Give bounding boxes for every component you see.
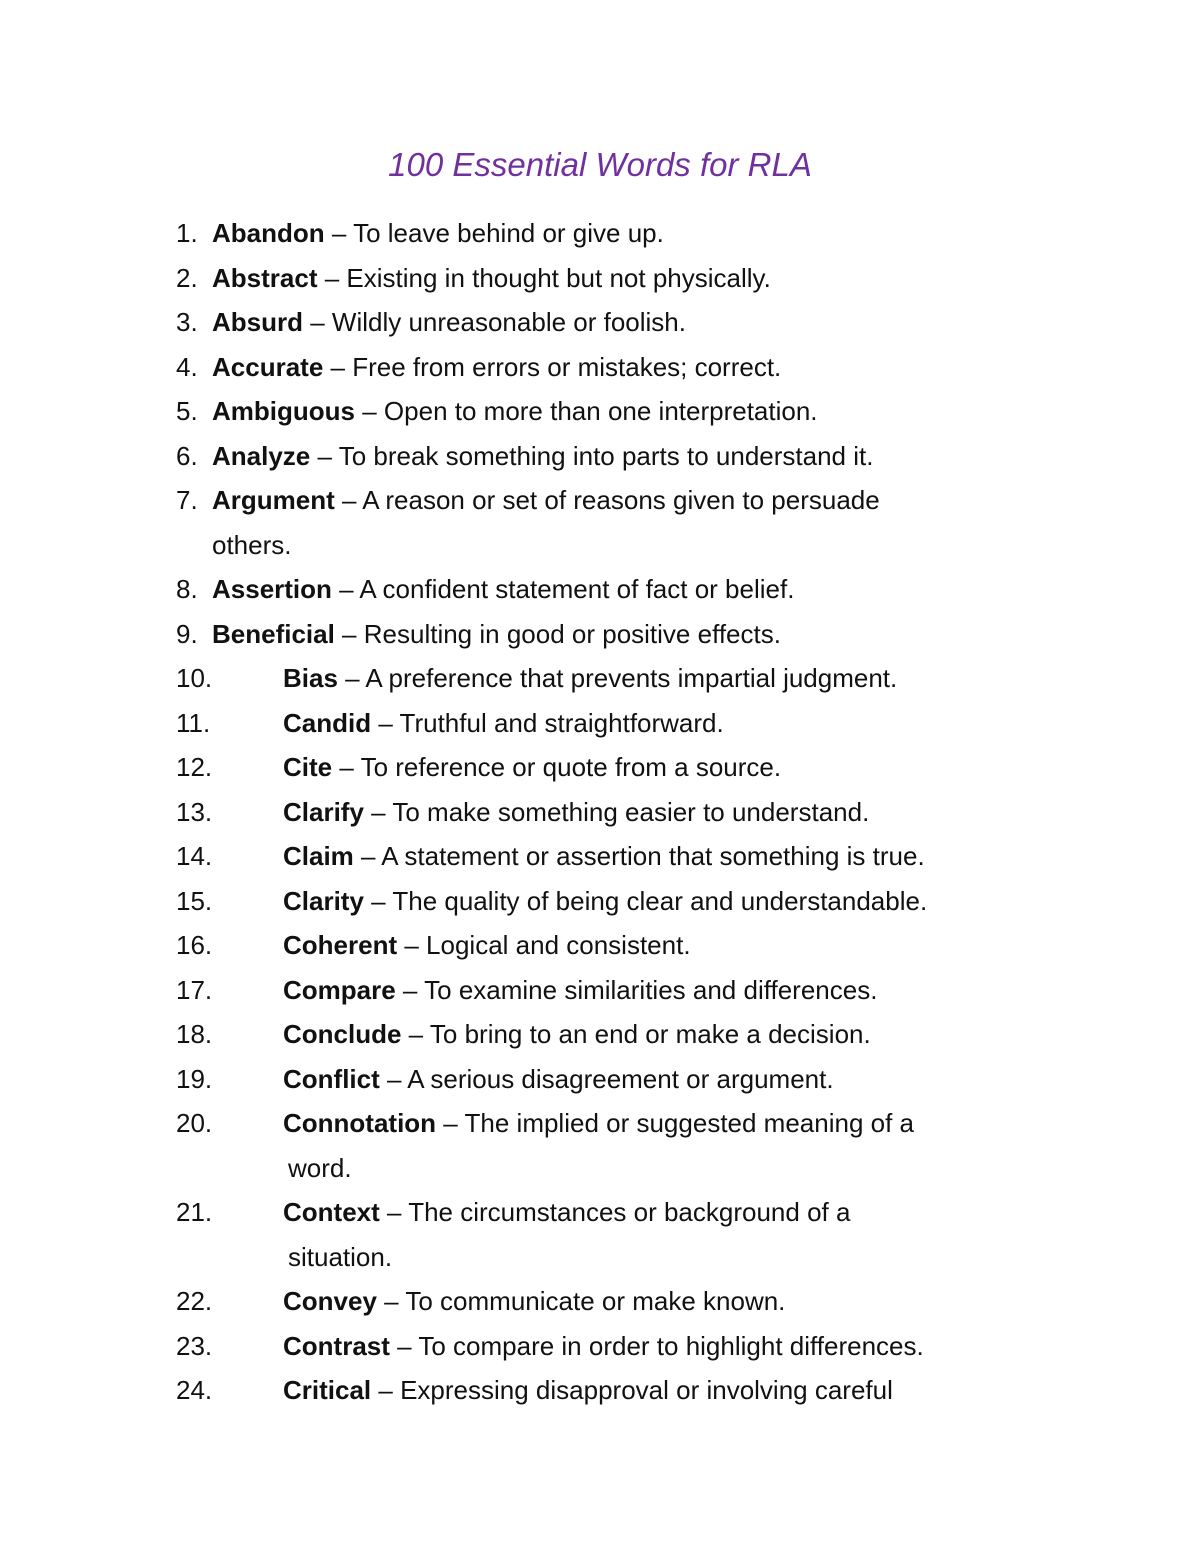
- item-definition: Open to more than one interpretation.: [383, 396, 818, 426]
- item-number: 8.: [176, 574, 198, 604]
- list-item: [176, 1057, 1076, 1102]
- item-body: [176, 1190, 1076, 1279]
- item-term: Beneficial: [212, 618, 335, 649]
- item-line: [283, 1101, 1076, 1146]
- item-separator: –: [337, 663, 366, 693]
- item-line: [283, 923, 1076, 968]
- item-term: Compare: [283, 974, 396, 1005]
- item-separator: –: [331, 574, 360, 604]
- item-separator: –: [401, 1019, 430, 1049]
- item-number: 9.: [176, 618, 198, 649]
- item-number: 20.: [176, 1108, 213, 1138]
- item-line: [212, 256, 1076, 301]
- item-separator: –: [379, 1197, 409, 1227]
- item-separator: –: [389, 1330, 419, 1361]
- item-body: [176, 300, 1076, 345]
- item-term: Abstract: [212, 262, 318, 293]
- item-line: [283, 745, 1076, 790]
- list-item: [176, 656, 1076, 701]
- list-item: [176, 923, 1076, 968]
- item-definition: situation.: [288, 1241, 393, 1272]
- item-body: [176, 567, 1076, 612]
- list-item: [176, 834, 1076, 879]
- item-separator: –: [371, 1375, 401, 1405]
- item-line: [283, 790, 1076, 835]
- item-number: 17.: [176, 974, 213, 1005]
- item-line: [283, 879, 1076, 924]
- list-item: [176, 701, 1076, 746]
- list-item: [176, 434, 1076, 479]
- item-number: 6.: [176, 440, 198, 471]
- item-body: [176, 968, 1076, 1013]
- item-separator: –: [376, 1286, 406, 1316]
- item-line: [212, 345, 1076, 390]
- item-term: Ambiguous: [212, 396, 355, 426]
- item-definition: Logical and consistent.: [426, 930, 691, 960]
- item-term: Connotation: [283, 1108, 437, 1138]
- item-term: Critical: [283, 1375, 372, 1405]
- item-line: [212, 478, 1076, 523]
- item-term: Accurate: [212, 351, 324, 382]
- item-line: [212, 434, 1076, 479]
- item-body: [176, 389, 1076, 434]
- item-term: Conflict: [283, 1063, 380, 1094]
- item-term: Candid: [283, 707, 372, 738]
- item-separator: –: [334, 485, 363, 515]
- item-definition: The quality of being clear and understandable.: [392, 885, 928, 916]
- item-line: [212, 612, 1076, 657]
- item-term: Cite: [283, 752, 333, 782]
- list-item: [176, 1368, 1076, 1413]
- item-term: Clarify: [283, 796, 364, 827]
- item-term: Conclude: [283, 1019, 402, 1049]
- item-line: [283, 1012, 1076, 1057]
- item-term: Coherent: [283, 930, 398, 960]
- item-number: 11.: [176, 707, 211, 738]
- item-separator: –: [334, 618, 364, 649]
- item-definition: Truthful and straightforward.: [399, 707, 724, 738]
- list-item: [176, 256, 1076, 301]
- item-number: 12.: [176, 752, 213, 782]
- item-number: 2.: [176, 262, 198, 293]
- item-separator: –: [397, 930, 427, 960]
- item-body: [176, 434, 1076, 479]
- item-number: 21.: [176, 1197, 213, 1227]
- list-item: [176, 879, 1076, 924]
- item-definition: To compare in order to highlight differences.: [418, 1330, 924, 1361]
- item-line: [212, 300, 1076, 345]
- item-definition: word.: [288, 1152, 352, 1183]
- item-number: 15.: [176, 885, 213, 916]
- item-body: [176, 211, 1076, 256]
- list-item: [176, 1190, 1076, 1279]
- item-number: 16.: [176, 930, 213, 960]
- item-term: Clarity: [283, 885, 364, 916]
- list-item: [176, 1324, 1076, 1369]
- item-line: [283, 834, 1076, 879]
- item-term: Abandon: [212, 218, 325, 248]
- item-separator: –: [317, 262, 347, 293]
- list-item: [176, 300, 1076, 345]
- item-line: [283, 701, 1076, 746]
- item-body: [176, 790, 1076, 835]
- item-separator: –: [310, 440, 339, 471]
- item-definition: To bring to an end or make a decision.: [429, 1019, 871, 1049]
- item-number: 7.: [176, 485, 198, 515]
- item-definition: Resulting in good or positive effects.: [363, 618, 781, 649]
- item-term: Claim: [283, 841, 354, 871]
- item-definition: To make something easier to understand.: [392, 796, 870, 827]
- item-body: [176, 834, 1076, 879]
- item-separator: –: [363, 796, 393, 827]
- item-body: [176, 1012, 1076, 1057]
- item-number: 22.: [176, 1286, 213, 1316]
- item-term: Absurd: [212, 307, 303, 337]
- item-separator: –: [323, 351, 353, 382]
- list-item: [176, 345, 1076, 390]
- item-definition: A confident statement of fact or belief.: [359, 574, 795, 604]
- item-body: [176, 879, 1076, 924]
- item-separator: –: [371, 707, 400, 738]
- list-item: [176, 567, 1076, 612]
- item-definition: The circumstances or background of a: [408, 1197, 851, 1227]
- list-item: [176, 612, 1076, 657]
- list-item: [176, 968, 1076, 1013]
- document-title: 100 Essential Words for RLA: [388, 146, 812, 183]
- item-term: Analyze: [212, 440, 311, 471]
- item-body: [176, 478, 1076, 567]
- item-definition: To examine similarities and differences.: [424, 974, 878, 1005]
- item-body: [176, 923, 1076, 968]
- word-list: [176, 211, 1076, 1413]
- item-line: [283, 1057, 1076, 1102]
- item-definition: To communicate or make known.: [405, 1286, 786, 1316]
- item-number: 3.: [176, 307, 198, 337]
- item-definition: A preference that prevents impartial judgment.: [365, 663, 898, 693]
- item-number: 24.: [176, 1375, 213, 1405]
- item-term: Context: [283, 1197, 380, 1227]
- item-definition: A serious disagreement or argument.: [407, 1063, 834, 1094]
- item-body: [176, 701, 1076, 746]
- item-number: 19.: [176, 1063, 213, 1094]
- item-number: 5.: [176, 396, 198, 426]
- item-body: [176, 1057, 1076, 1102]
- item-body: [176, 1101, 1076, 1190]
- item-definition: Wildly unreasonable or foolish.: [331, 307, 686, 337]
- item-definition: The implied or suggested meaning of a: [464, 1108, 915, 1138]
- item-definition: To leave behind or give up.: [353, 218, 664, 248]
- item-line: [212, 211, 1076, 256]
- item-body: [176, 612, 1076, 657]
- item-body: [176, 1324, 1076, 1369]
- item-number: 10.: [176, 663, 213, 693]
- item-body: [176, 345, 1076, 390]
- item-definition: A reason or set of reasons given to persuade: [362, 485, 880, 515]
- item-line: [212, 567, 1076, 612]
- list-item: [176, 1012, 1076, 1057]
- item-definition: To break something into parts to understand it.: [338, 440, 874, 471]
- item-continuation-line: [212, 523, 1076, 568]
- item-term: Bias: [283, 663, 338, 693]
- item-body: [176, 256, 1076, 301]
- item-separator: –: [332, 752, 361, 782]
- item-separator: –: [436, 1108, 465, 1138]
- item-line: [283, 1324, 1076, 1369]
- item-line: [283, 656, 1076, 701]
- list-item: [176, 478, 1076, 567]
- item-body: [176, 745, 1076, 790]
- item-line: [283, 1190, 1076, 1235]
- item-term: Argument: [212, 485, 335, 515]
- item-number: 23.: [176, 1330, 213, 1361]
- item-line: [283, 1279, 1076, 1324]
- item-body: [176, 1368, 1076, 1413]
- item-line: [283, 968, 1076, 1013]
- item-separator: –: [355, 396, 384, 426]
- item-term: Convey: [283, 1286, 377, 1316]
- item-separator: –: [353, 841, 382, 871]
- item-body: [176, 656, 1076, 701]
- item-definition: To reference or quote from a source.: [360, 752, 782, 782]
- item-number: 13.: [176, 796, 213, 827]
- item-number: 1.: [176, 218, 198, 248]
- item-definition: others.: [212, 529, 292, 560]
- item-number: 4.: [176, 351, 198, 382]
- item-definition: A statement or assertion that something is true.: [381, 841, 925, 871]
- list-item: [176, 1279, 1076, 1324]
- item-line: [212, 389, 1076, 434]
- item-line: [283, 1368, 1076, 1413]
- item-separator: –: [379, 1063, 408, 1094]
- list-item: [176, 1101, 1076, 1190]
- item-continuation-line: [283, 1146, 1076, 1191]
- list-item: [176, 790, 1076, 835]
- item-separator: –: [303, 307, 332, 337]
- item-definition: Existing in thought but not physically.: [346, 262, 771, 293]
- item-definition: Expressing disapproval or involving careful: [400, 1375, 893, 1405]
- item-number: 14.: [176, 841, 213, 871]
- item-continuation-line: [283, 1235, 1076, 1280]
- list-item: [176, 389, 1076, 434]
- item-separator: –: [395, 974, 425, 1005]
- list-item: [176, 211, 1076, 256]
- list-item: [176, 745, 1076, 790]
- item-number: 18.: [176, 1019, 213, 1049]
- item-separator: –: [363, 885, 393, 916]
- item-term: Assertion: [212, 574, 332, 604]
- item-body: [176, 1279, 1076, 1324]
- item-definition: Free from errors or mistakes; correct.: [352, 351, 782, 382]
- item-term: Contrast: [283, 1330, 390, 1361]
- item-separator: –: [324, 218, 354, 248]
